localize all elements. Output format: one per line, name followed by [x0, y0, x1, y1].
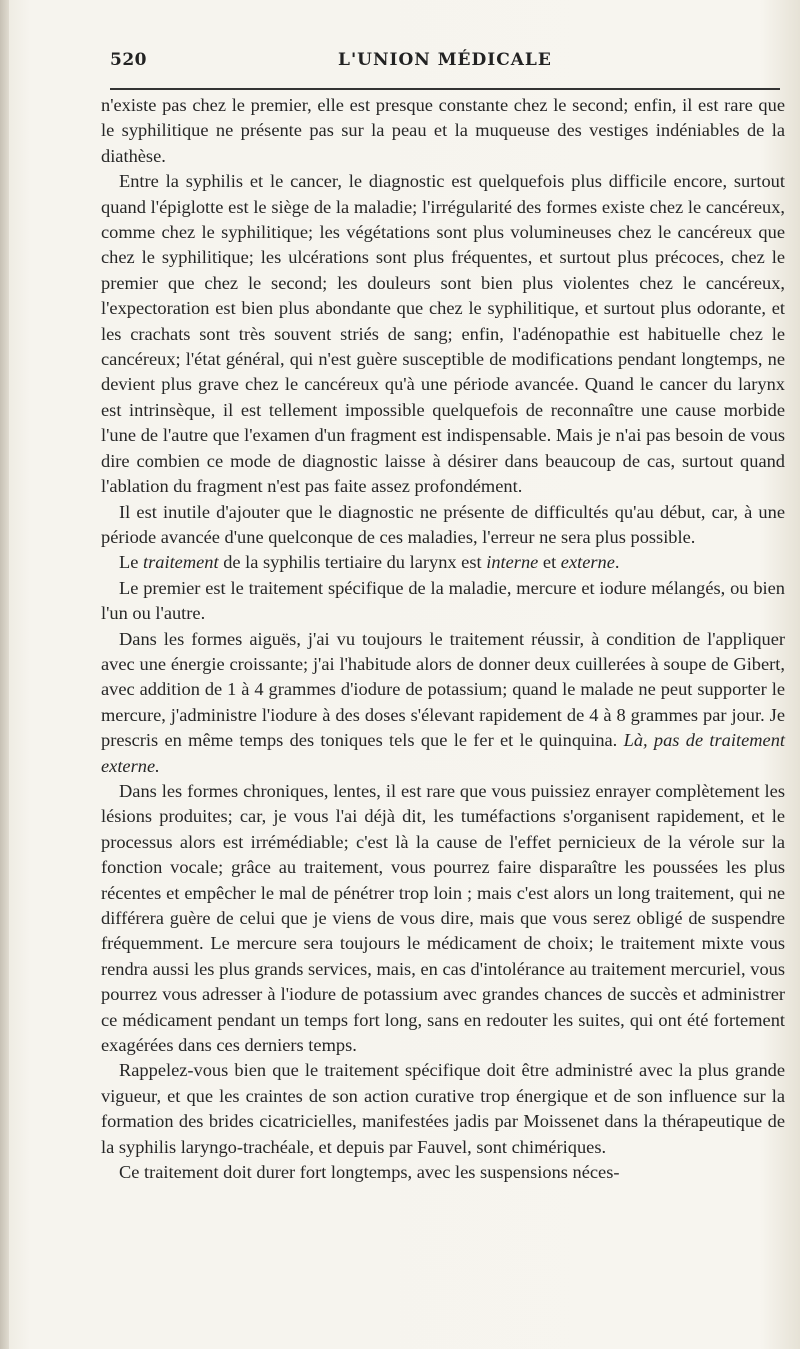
- paragraph: Entre la syphilis et le cancer, le diagnostic est quelquefois plus difficile encore, surtout quand l'épiglotte est le siège de la maladie; l'irrégularité des formes existe chez le cancéreux, comme chez le syphilitique; les végétations sont plus volumineuses chez le cancéreux que chez le syphilitique; les ulcérations sont plus fréquentes, et surtout plus précoces, chez le premier que chez le second; les douleurs sont bien plus violentes chez le cancéreux, l'expectoration est bien plus abondante que chez le syphilitique, et surtout plus odorante, et les crachats sont très souvent striés de sang; enfin, l'adénopathie est habituelle chez le cancéreux; l'état général, qui n'est guère susceptible de modifications pendant longtemps, ne devient plus grave chez le cancéreux qu'à une période avancée. Quand le cancer du larynx est intrinsèque, il est tellement impossible quelquefois de reconnaître une cause morbide l'une de l'autre que l'examen d'un fragment est indispensable. Mais je n'ai pas besoin de vous dire combien ce mode de diagnostic laisse à désirer dans beaucoup de cas, surtout quand l'ablation du fragment n'est pas faite assez profondément.: [101, 171, 785, 497]
- paragraph: Dans les formes chroniques, lentes, il est rare que vous puissiez enrayer complètement les lésions produites; car, je vous l'ai déjà dit, les tuméfactions s'organisent rapidement, et le processus alors est irrémédiable; c'est là la cause de l'effet pernicieux de la vérole sur la fonction vocale; grâce au traitement, vous pourrez faire disparaître les poussées les plus récentes et empêcher le mal de pénétrer trop loin ; mais c'est alors un long traitement, qui ne différera guère de celui que je viens de vous dire, mais que vous serez obligé de suspendre fréquemment. Le mercure sera toujours le médicament de choix; le traitement mixte vous rendra aussi les plus grands services, mais, en cas d'intolérance au traitement mercuriel, vous pourrez vous adresser à l'iodure de potassium avec grandes chances de succès et administrer ce médicament pendant un temps fort long, sans en redouter les suites, qui ont été fortement exagérées dans ces derniers temps.: [101, 780, 785, 1056]
- paragraph: Il est inutile d'ajouter que le diagnostic ne présente de difficultés qu'au début, car, à une période avancée d'une quelconque de ces maladies, l'erreur ne sera plus possible.: [101, 501, 785, 547]
- text-run: Le: [119, 552, 143, 573]
- page-number: 520: [110, 50, 147, 70]
- italic-phrase: Là, pas de traitement externe.: [101, 730, 786, 776]
- paragraph: n'existe pas chez le premier, elle est presque constante chez le second; enfin, il est rare que le syphilitique ne présente pas sur la peau et la muqueuse des vestiges indéniables de la diathèse.: [101, 95, 785, 166]
- scan-binding-edge: [0, 0, 9, 1349]
- text-run: .: [614, 552, 620, 573]
- paragraph: Rappelez-vous bien que le traitement spécifique doit être administré avec la plus grande vigueur, et que les craintes de son action curative trop énergique et de son influence sur la formation des brides cicatricielles, manifestées jadis par Moissenet dans la thérapeutique de la syphilis laryngo-trachéale, et depuis par Fauvel, sont chimériques.: [101, 1060, 785, 1157]
- paragraph: Ce traitement doit durer fort longtemps, avec les suspensions néces-: [119, 1162, 620, 1183]
- text-run: et: [538, 552, 561, 573]
- running-header: [110, 50, 790, 80]
- article-body: [101, 93, 785, 1185]
- text-run: Dans les formes aiguës, j'ai vu toujours le traitement réussir, à condition de l'appliquer avec une énergie croissante; j'ai l'habitude alors de donner deux cuillerées à soupe de Gibert, avec addition de 1 à 4 grammes d'iodure de potassium; quand le malade ne peut supporter le mercure, j'administre l'iodure à des doses s'élevant rapidement de 4 à 8 grammes par jour. Je prescris en même temps des toniques tels que le fer et le quinquina.: [101, 628, 785, 751]
- italic-term: externe: [560, 552, 615, 573]
- header-rule: [110, 88, 780, 90]
- treatment-intro-paragraph: [101, 550, 785, 575]
- paragraph: Le premier est le traitement spécifique de la maladie, mercure et iodure mélangés, ou bien l'un ou l'autre.: [101, 577, 785, 624]
- acute-forms-paragraph: [101, 627, 785, 779]
- italic-term: interne: [486, 552, 539, 573]
- running-title: L'UNION MÉDICALE: [338, 50, 552, 70]
- italic-term: traitement: [143, 552, 219, 573]
- text-run: de la syphilis tertiaire du larynx est: [218, 552, 487, 573]
